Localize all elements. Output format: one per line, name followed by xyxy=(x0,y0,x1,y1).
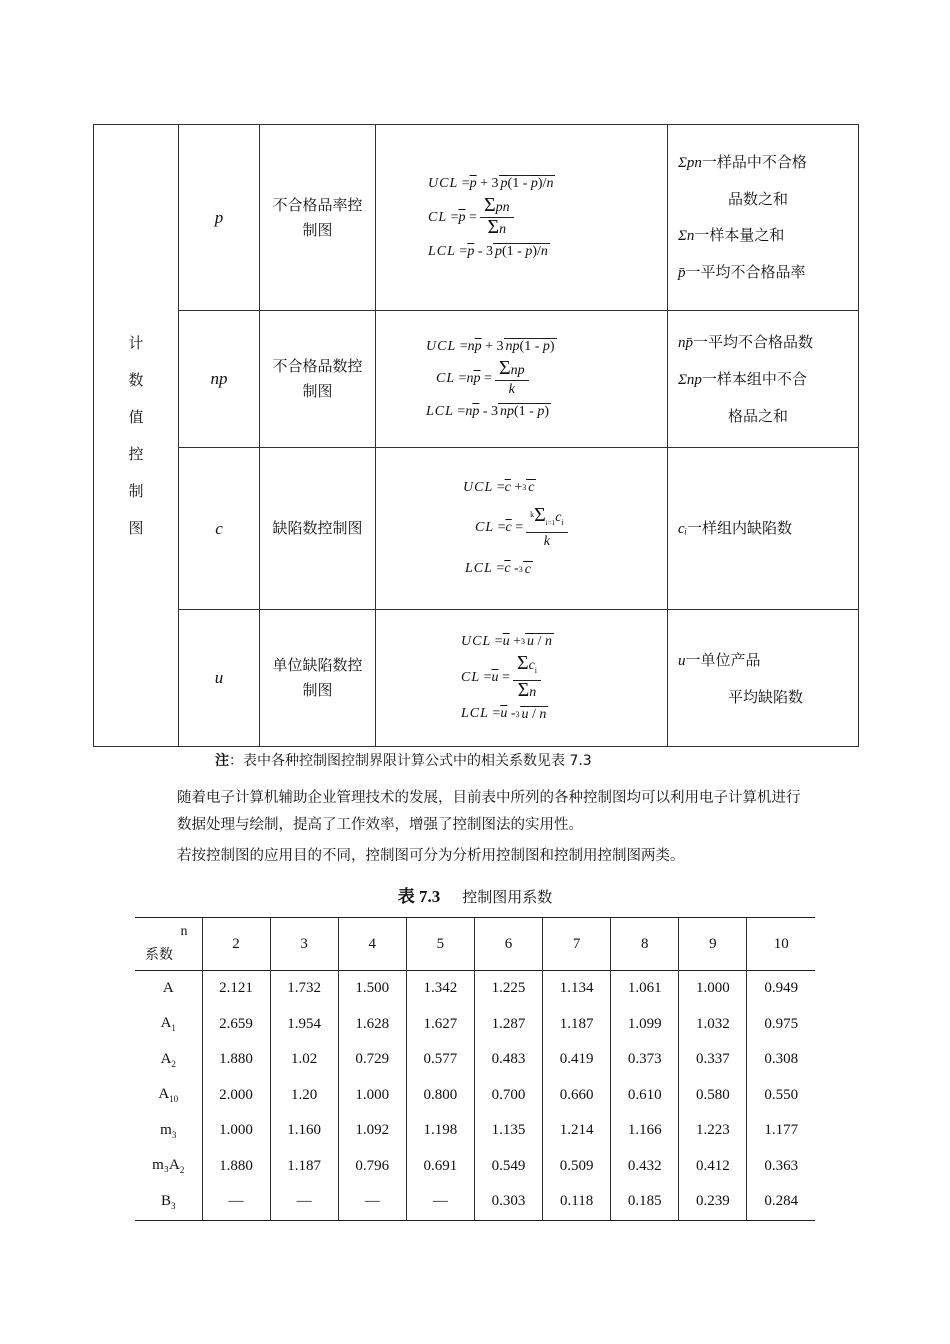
coef-value: 1.02 xyxy=(270,1042,338,1078)
header-corner-cell xyxy=(135,918,202,971)
description-text: 一样本量之和 xyxy=(694,226,785,244)
chart-formulas: UCL = $\overline{c}$ + 3 $\overline{c}$ CL = $\overline{c}$ = $\frac{^k\Sigma_{i=1}c_i}{k}$ LCL = $\overline{c}$ - 3 $\overline{c}$ xyxy=(376,448,668,610)
coef-value: 0.412 xyxy=(679,1149,747,1185)
coef-value: 0.185 xyxy=(611,1184,679,1220)
chart-name-line: 单位缺陷数控 xyxy=(272,656,363,674)
coef-table-number: 表 7.3 xyxy=(397,887,441,906)
chart-formulas: UCL = n $\overline{p}$ + 3 $n\overline{p}(1 - \overline{p})$ CL = n $\overline{p}$ = $\frac{\text{Σnp}}{k}$ LCL = n $\overline{p}$ - 3 $n\overline{p}(1 - \overline{p})$ xyxy=(376,311,668,448)
chart-description xyxy=(668,125,859,311)
coef-value: 0.610 xyxy=(611,1078,679,1114)
chart-name-line: 不合格品数控 xyxy=(272,357,363,375)
description-line xyxy=(678,686,848,708)
column-header-n: 6 xyxy=(474,918,542,971)
coef-value: — xyxy=(338,1184,406,1220)
category-cell xyxy=(94,125,179,747)
coef-table-title xyxy=(0,882,950,907)
description-math: np̄ xyxy=(678,335,693,351)
coef-value: 1.214 xyxy=(543,1113,611,1149)
coef-value: 1.000 xyxy=(202,1113,270,1149)
coef-value: 1.135 xyxy=(474,1113,542,1149)
coef-row xyxy=(135,1007,815,1043)
chart-name xyxy=(260,448,376,610)
header-n: n xyxy=(180,924,188,939)
coef-name-cell xyxy=(135,1184,202,1220)
coef-value: 0.550 xyxy=(747,1078,815,1114)
coef-value: 0.691 xyxy=(406,1149,474,1185)
coef-name-cell xyxy=(135,1149,202,1185)
paragraph-2: 若按控制图的应用目的不同，控制图可分为分析用控制图和控制用控制图两类。 xyxy=(177,848,685,864)
description-line xyxy=(678,517,848,540)
coef-value: 1.880 xyxy=(202,1149,270,1185)
coef-value: 1.225 xyxy=(474,971,542,1007)
coef-subscript: 2 xyxy=(171,1058,176,1069)
coef-value: 0.577 xyxy=(406,1042,474,1078)
column-header-n: 5 xyxy=(406,918,474,971)
description-text: 一单位产品 xyxy=(685,650,761,669)
description-text: 平均缺陷数 xyxy=(728,687,804,706)
coef-value: 1.287 xyxy=(474,1007,542,1043)
coef-row xyxy=(135,971,815,1007)
coef-value: 1.223 xyxy=(679,1113,747,1149)
coef-value: 2.659 xyxy=(202,1007,270,1043)
category-char: 计 xyxy=(128,333,144,352)
coef-subscript: 2 xyxy=(179,1165,185,1176)
coef-value: 1.732 xyxy=(270,971,338,1007)
coef-row xyxy=(135,1184,815,1220)
chart-name xyxy=(260,610,376,747)
description-text: 格品之和 xyxy=(728,407,789,425)
coef-subscript: 10 xyxy=(169,1094,179,1105)
coef-name-cell xyxy=(135,971,202,1007)
coef-value: 0.239 xyxy=(679,1184,747,1220)
control-chart-table xyxy=(93,124,859,747)
column-header-n: 4 xyxy=(338,918,406,971)
coef-value: 1.000 xyxy=(338,1078,406,1114)
coef-value: 1.160 xyxy=(270,1113,338,1149)
control-chart-row xyxy=(94,311,859,448)
coef-value: 1.198 xyxy=(406,1113,474,1149)
chart-formulas: UCL = $\overline{u}$ + 3 $\overline{u}$ / n CL = $\overline{u}$ = $\frac{\Sigma c_i}{\Sigma n}$ LCL = $\overline{u}$ - 3 $\overline{u}$ / n xyxy=(376,610,668,747)
coefficient-table xyxy=(135,917,815,1221)
coef-row xyxy=(135,1113,815,1149)
coef-value: 0.660 xyxy=(543,1078,611,1114)
header-coef-label: 系数 xyxy=(145,947,173,963)
coef-value: 1.954 xyxy=(270,1007,338,1043)
chart-symbol: p xyxy=(179,125,260,311)
description-math: Σn xyxy=(678,228,695,244)
chart-description xyxy=(668,610,859,747)
coef-value: 0.303 xyxy=(474,1184,542,1220)
chart-name-line: 不合格品率控 xyxy=(272,195,363,214)
column-header-n: 8 xyxy=(611,918,679,971)
coef-value: 0.363 xyxy=(747,1149,815,1185)
coef-value: 0.337 xyxy=(679,1042,747,1078)
coef-value: 1.500 xyxy=(338,971,406,1007)
coef-name: A xyxy=(160,1015,172,1032)
description-line xyxy=(678,331,848,354)
chart-symbol: u xyxy=(179,610,260,747)
coef-value: 2.000 xyxy=(202,1078,270,1114)
coef-name: A xyxy=(158,1086,170,1103)
chart-name-line: 制图 xyxy=(302,220,333,239)
coef-name-cell xyxy=(135,1042,202,1078)
chart-symbol: np xyxy=(179,311,260,448)
chart-formulas: UCL = $\overline{p}$ + 3 $\overline{p}(1 - \overline{p})/n$ CL = $\overline{p}$ = $\frac{\text{Σpn}}{\Sigma n}$ LCL = $\overline{p}$ - 3 $\overline{p}(1 - \overline{p})/n$ xyxy=(376,125,668,311)
chart-description xyxy=(668,311,859,448)
chart-name-line: 制图 xyxy=(302,681,333,699)
category-char: 数 xyxy=(128,370,144,389)
coef-name: A xyxy=(160,1050,172,1067)
coef-value: 0.729 xyxy=(338,1042,406,1078)
coef-value: 1.032 xyxy=(679,1007,747,1043)
coef-value: 0.549 xyxy=(474,1149,542,1185)
coef-name: A xyxy=(162,980,174,997)
description-line xyxy=(678,261,848,284)
coef-value: 1.177 xyxy=(747,1113,815,1149)
coef-value: 0.419 xyxy=(543,1042,611,1078)
coef-value: 0.580 xyxy=(679,1078,747,1114)
coef-value: — xyxy=(202,1184,270,1220)
column-header-n: 3 xyxy=(270,918,338,971)
column-header-n: 9 xyxy=(679,918,747,971)
coef-name-cell xyxy=(135,1113,202,1149)
chart-name-line: 缺陷数控制图 xyxy=(272,519,363,537)
coef-value: 0.308 xyxy=(747,1042,815,1078)
coef-value: 1.099 xyxy=(611,1007,679,1043)
coef-table-caption: 控制图用系数 xyxy=(462,888,553,906)
coef-subscript: 1 xyxy=(171,1023,176,1034)
description-text: 一样本组中不合 xyxy=(701,370,807,388)
description-line xyxy=(678,224,848,247)
coef-name-cell xyxy=(135,1007,202,1043)
column-header-n: 7 xyxy=(543,918,611,971)
description-math: u xyxy=(678,652,686,669)
coef-row xyxy=(135,1078,815,1114)
coef-row xyxy=(135,1042,815,1078)
coef-value: 1.342 xyxy=(406,971,474,1007)
coef-value: 1.20 xyxy=(270,1078,338,1114)
category-char: 制 xyxy=(128,481,144,500)
description-line xyxy=(678,368,848,391)
note-label: 注 xyxy=(215,753,229,769)
chart-symbol: c xyxy=(179,448,260,610)
description-line xyxy=(678,151,848,174)
coef-value: 1.000 xyxy=(679,971,747,1007)
coef-name: m₃A xyxy=(152,1157,180,1174)
coef-row xyxy=(135,1149,815,1185)
column-header-n: 2 xyxy=(202,918,270,971)
category-char: 图 xyxy=(128,518,144,537)
description-line xyxy=(678,188,848,210)
coef-value: — xyxy=(406,1184,474,1220)
coef-name-cell xyxy=(135,1078,202,1114)
coef-name: B xyxy=(160,1192,171,1209)
column-header-n: 10 xyxy=(747,918,815,971)
coef-value: 1.166 xyxy=(611,1113,679,1149)
coef-value: 0.700 xyxy=(474,1078,542,1114)
coef-value: — xyxy=(270,1184,338,1220)
coef-value: 0.432 xyxy=(611,1149,679,1185)
coef-value: 0.975 xyxy=(747,1007,815,1043)
coef-value: 0.509 xyxy=(543,1149,611,1185)
description-math: cᵢ xyxy=(678,521,688,537)
chart-name xyxy=(260,311,376,448)
coef-subscript: 3 xyxy=(171,1129,177,1140)
description-line xyxy=(678,649,848,672)
chart-name-line: 制图 xyxy=(302,382,333,400)
category-char: 值 xyxy=(128,407,144,426)
control-chart-row xyxy=(94,125,859,311)
coef-value: 1.061 xyxy=(611,971,679,1007)
description-text: 一样组内缺陷数 xyxy=(687,519,793,537)
coef-value: 1.627 xyxy=(406,1007,474,1043)
description-text: 一平均不合格品率 xyxy=(685,263,806,281)
description-math: Σpn xyxy=(678,155,702,171)
coef-value: 1.880 xyxy=(202,1042,270,1078)
description-text: 一平均不合格品数 xyxy=(693,333,814,351)
coef-name: m xyxy=(160,1121,172,1138)
coef-value: 1.187 xyxy=(543,1007,611,1043)
category-char: 控 xyxy=(128,444,144,463)
chart-name xyxy=(260,125,376,311)
coef-value: 0.796 xyxy=(338,1149,406,1185)
coef-value: 0.800 xyxy=(406,1078,474,1114)
coef-value: 0.284 xyxy=(747,1184,815,1220)
coef-value: 0.483 xyxy=(474,1042,542,1078)
note-text: ：表中各种控制图控制界限计算公式中的相关系数见表 7.3 xyxy=(229,753,592,769)
coef-value: 0.373 xyxy=(611,1042,679,1078)
control-chart-row xyxy=(94,610,859,747)
table-note xyxy=(215,750,592,770)
description-math: Σnp xyxy=(678,372,702,388)
coef-subscript: 3 xyxy=(171,1200,176,1211)
description-text: 一样品中不合格 xyxy=(701,153,807,171)
coef-value: 1.092 xyxy=(338,1113,406,1149)
description-math: p̄ xyxy=(678,265,686,281)
description-line xyxy=(678,405,848,427)
coef-value: 2.121 xyxy=(202,971,270,1007)
coef-value: 1.187 xyxy=(270,1149,338,1185)
paragraph-1: 随着电子计算机辅助企业管理技术的发展，目前表中所列的各种控制图均可以利用电子计算机进行数据处理与绘制，提高了工作效率，增强了控制图法的实用性。 xyxy=(177,790,801,833)
coef-value: 0.118 xyxy=(543,1184,611,1220)
coef-value: 1.628 xyxy=(338,1007,406,1043)
description-text: 品数之和 xyxy=(728,190,789,208)
chart-description xyxy=(668,448,859,610)
control-chart-row xyxy=(94,448,859,610)
coef-value: 1.134 xyxy=(543,971,611,1007)
coef-value: 0.949 xyxy=(747,971,815,1007)
